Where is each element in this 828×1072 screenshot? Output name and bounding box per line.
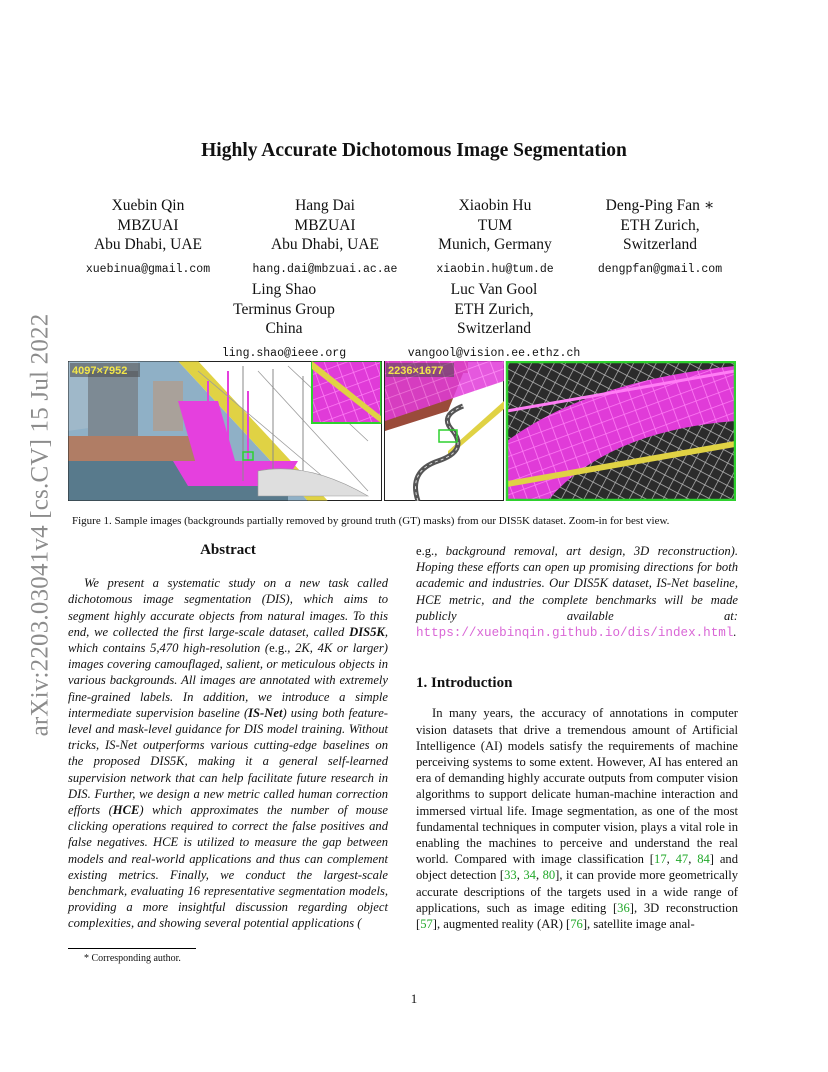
author-email: vangool@vision.ee.ethz.ch [407,346,581,360]
citation-link[interactable]: 57 [420,917,433,932]
author-location: China [265,320,303,337]
author-affiliation: ETH Zurich, [620,216,700,234]
dataset-name: DIS5K [349,624,385,639]
author-block [68,196,228,279]
footnote: * Corresponding author. [84,953,181,964]
abstract-text-continued: e.g., background removal, art design, 3D reconstruction). Hoping these efforts can open up promising directions for both academic and industries. Our DIS5K dataset, IS-Net baseline, HCE metric, and the complete benchmarks will be made publicly available at: https://xuebinqin.github.io/dis/index.html. [416,544,738,641]
staircase-image-panel [385,361,505,501]
citation-link[interactable]: 47 [675,852,689,867]
author-location: Munich, Germany [438,236,552,253]
project-url-link[interactable]: https://xuebinqin.github.io/dis/index.html [416,626,734,641]
author-name: Xiaobin Hu [458,197,532,214]
resolution-label-left: 4097×7952 [72,365,128,377]
author-name: Hang Dai [295,197,355,214]
citation-link[interactable]: 76 [570,917,583,932]
author-location: Abu Dhabi, UAE [270,236,380,253]
author-email: xuebinua@gmail.com [85,262,211,276]
author-location: Switzerland [622,236,698,253]
citation-link[interactable]: 17 [654,852,667,867]
author-block [396,280,592,363]
zoomed-detail-panel [507,362,735,500]
author-name: Xuebin Qin [111,197,185,214]
figure-caption: Figure 1. Sample images (backgrounds partially removed by ground truth (GT) masks) from our DIS5K dataset. Zoom-in for best view. [72,515,670,527]
model-name: IS-Net [248,705,283,720]
introduction-heading: 1. Introduction [416,675,513,692]
citation-link[interactable]: 84 [697,852,710,867]
author-name: Ling Shao [251,281,317,298]
author-email: hang.dai@mbzuai.ac.ae [252,262,398,276]
arxiv-stamp: arXiv:2203.03041v4 [cs.CV] 15 Jul 2022 [26,313,54,737]
author-block [580,196,740,279]
author-block [240,196,410,279]
author-affiliation: ETH Zurich, [454,300,534,318]
citation-link[interactable]: 80 [542,868,556,883]
author-location: Abu Dhabi, UAE [93,236,203,253]
abstract-heading: Abstract [200,542,256,558]
metric-name: HCE [112,803,140,818]
introduction-text: In many years, the accuracy of annotations in computer vision datasets that drive a tremendous amount of Artificial Intelligence (AI) models satisfy the requirements of machine perceiving systems to some extent. However, AI has entered an era of demanding highly accurate outputs from computer vision algorithms to support delicate human-machine interaction and immersed virtual life. Image segmentation, as one of the most fundamental techniques in computer vision, plays a vital role in enabling the machines to perceive and understand the real world. Compared with image classification [17, 47, 84] and object detection [33, 34, 80], it can provide more geometrically accurate descriptions of the targets used in a wide range of applications, such as image editing [36], 3D reconstruction [57], augmented reality (AR) [76], satellite image anal- [416,706,739,932]
author-affiliation: MBZUAI [294,216,356,234]
author-email: dengpfan@gmail.com [597,262,723,276]
author-block [200,280,368,363]
author-affiliation: MBZUAI [117,216,179,234]
author-email: ling.shao@ieee.org [221,346,347,360]
author-email: xiaobin.hu@tum.de [436,262,554,276]
page-number: 1 [410,991,418,1006]
citation-link[interactable]: 34 [523,868,536,883]
citation-link[interactable]: 33 [504,868,517,883]
citation-link[interactable]: 36 [617,900,630,915]
author-affiliation: Terminus Group [233,300,335,318]
footnote-rule [68,948,196,949]
abstract-section [68,542,388,932]
author-location: Switzerland [456,320,532,337]
ship-image-panel [68,361,382,501]
right-column [416,543,738,932]
author-block [420,196,570,279]
resolution-label-right: 2236×1677 [388,365,444,377]
author-name: Luc Van Gool [450,281,538,298]
paper-title: Highly Accurate Dichotomous Image Segmentation [201,140,627,161]
abstract-text: We present a systematic study on a new task called dichotomous image segmentation (DIS), which aims to segment highly accurate objects from natural images. To this end, we collected the first large-scale dataset, called DIS5K, which contains 5,470 high-resolution (e.g., 2K, 4K or larger) images covering camouflaged, salient, or meticulous objects in various backgrounds. All images are annotated with extremely fine-grained labels. In addition, we introduce a simple intermediate supervision baseline (IS-Net) using both feature-level and mask-level guidance for DIS model training. Without tricks, IS-Net outperforms various cutting-edge baselines on the proposed DIS5K, making it a general self-learned supervision network that can help facilitate future research in DIS. Further, we design a new metric called human correction efforts (HCE) which approximates the number of mouse clicking operations required to correct the false positives and false negatives. HCE is utilized to measure the gap between models and real-world applications and thus can complement existing metrics. Finally, we conduct the largest-scale benchmark, evaluating 16 representative segmentation models, providing a more insightful discussion regarding object complexities, and showing several potential applications ( [68,576,388,931]
author-affiliation: TUM [477,216,513,234]
figure-sample-images [68,361,736,501]
author-name: Deng-Ping Fan ∗ [605,197,715,214]
